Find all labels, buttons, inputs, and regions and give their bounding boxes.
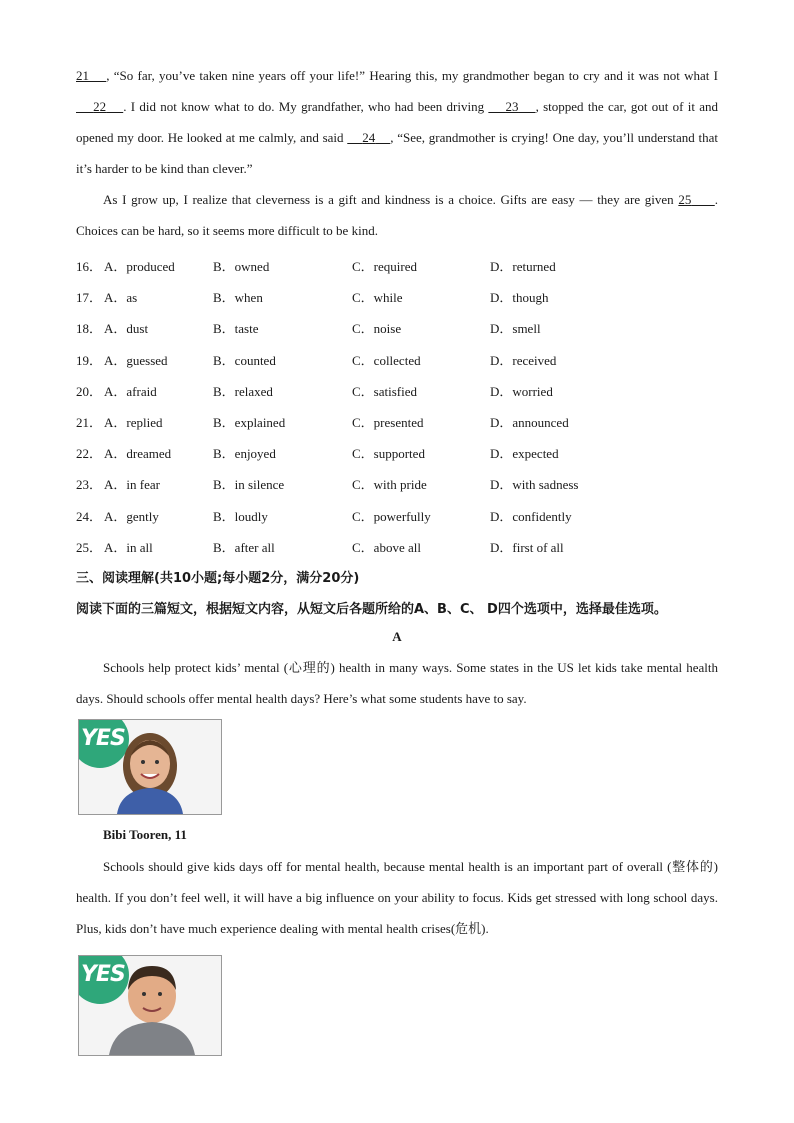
yes-badge-text: YES (81, 962, 125, 987)
section-heading: 三、阅读理解(共10小题;每小题2分，满分20分) (76, 571, 360, 586)
option-a: A．in all (104, 539, 153, 555)
option-a: A．replied (104, 415, 163, 430)
option-row (76, 443, 718, 463)
option-b: B．counted (213, 352, 276, 368)
option-d: D．smell (490, 321, 541, 337)
option-row (76, 318, 718, 338)
option-b: B．enjoyed (213, 446, 276, 462)
story-text: . I did not know what to do. My grandfather, who had been driving (123, 99, 489, 114)
option-b: B．loudly (213, 508, 268, 524)
option-row (76, 506, 718, 526)
question-number: 17． (76, 290, 103, 306)
question-number: 23． (76, 477, 103, 493)
question-number: 24． (76, 508, 103, 524)
option-row (76, 537, 718, 557)
option-a: A．guessed (104, 352, 168, 368)
section-instruction: 阅读下面的三篇短文，根据短文内容，从短文后各题所给的A、B、C、 D四个选项中，选择最佳选项。 (76, 602, 667, 617)
option-b: B．in silence (213, 477, 285, 493)
option-d: D．expected (490, 446, 559, 462)
option-c: C．while (352, 290, 403, 306)
option-c: C．supported (352, 446, 425, 462)
question-number: 18． (76, 321, 103, 337)
option-b: B．after all (213, 539, 275, 555)
option-row (76, 381, 718, 401)
question-number: 19． (76, 352, 103, 368)
story-paragraph-2 (76, 184, 718, 246)
option-a: A．as (104, 290, 138, 306)
option-d: D．confidently (490, 508, 572, 524)
story-text: , “So far, you’ve taken nine years off your life!” Hearing this, my grandmother began to cry and it was not what I (106, 68, 718, 83)
story-text: As I grow up, I realize that cleverness is a gift and kindness is a choice. Gifts are easy — they are given (103, 192, 679, 207)
option-b: B．taste (213, 321, 259, 337)
passage-intro: Schools help protect kids’ mental (心理的) health in many ways. Some states in the US let kids take mental health days. Should schools offer mental health days? Here’s what some students have to say. (76, 660, 718, 706)
blank-22: 22 (93, 99, 107, 114)
option-c: C．presented (352, 415, 424, 430)
option-a: A．dreamed (104, 446, 172, 462)
story-text: . Choices can be hard, so it seems more difficult to be kind. (76, 192, 718, 238)
question-number: 21． (76, 415, 103, 430)
option-row (76, 256, 718, 276)
option-a: A．afraid (104, 383, 157, 399)
blank-23: 23 (505, 99, 519, 114)
option-row (76, 287, 718, 307)
question-number: 20． (76, 383, 103, 399)
option-c: C．above all (352, 539, 421, 555)
option-d: D．received (490, 352, 557, 368)
option-a: A．in fear (104, 477, 160, 493)
blank-21: 21 (76, 68, 89, 83)
story-text: , stopped the car, got out of it and opened my door. He looked at me calmly, and said (76, 99, 719, 145)
option-a: A．dust (104, 321, 149, 337)
option-a: A．produced (104, 259, 175, 274)
option-b: B．explained (213, 415, 286, 430)
boy-portrait (79, 956, 221, 1055)
option-d: D．worried (490, 383, 553, 399)
girl-portrait (79, 720, 221, 814)
blank-25: 25 (678, 192, 692, 207)
option-row (76, 412, 718, 432)
option-d: D．announced (490, 415, 569, 430)
yes-badge-text: YES (81, 726, 125, 751)
question-number: 25． (76, 539, 103, 555)
option-c: C．powerfully (352, 508, 431, 524)
option-b: B．when (213, 290, 263, 306)
option-b: B．relaxed (213, 383, 273, 399)
student-name: Bibi Tooren, 11 (103, 827, 187, 842)
option-c: C．noise (352, 321, 402, 337)
option-b: B．owned (213, 259, 270, 274)
question-number: 22． (76, 446, 103, 462)
option-d: D．first of all (490, 539, 564, 555)
student-photo-boy (78, 955, 222, 1056)
passage-title: A (392, 629, 402, 644)
option-c: C．required (352, 259, 417, 274)
story-text: , “See, grandmother is crying! One day, you’ll understand that it’s harder to be kind than clever.” (76, 130, 719, 176)
option-c: C．satisfied (352, 383, 417, 399)
option-c: C．collected (352, 352, 421, 368)
student-opinion: Schools should give kids days off for mental health, because mental health is an important part of overall (整体的) health. If you don’t feel well, it will have a big influence on your ability to focus. Kids get stressed with long school days. Plus, kids don’t have much experience dealing with mental health crises(危机). (76, 859, 718, 936)
story-paragraph-1 (76, 60, 718, 184)
option-d: D．returned (490, 259, 556, 274)
student-photo-girl (78, 719, 222, 815)
option-c: C．with pride (352, 477, 427, 493)
option-a: A．gently (104, 508, 159, 524)
option-d: D．with sadness (490, 477, 579, 493)
option-row (76, 474, 718, 494)
option-d: D．though (490, 290, 549, 306)
blank-24: 24 (362, 130, 376, 145)
question-number: 16． (76, 259, 103, 274)
option-row (76, 350, 718, 370)
